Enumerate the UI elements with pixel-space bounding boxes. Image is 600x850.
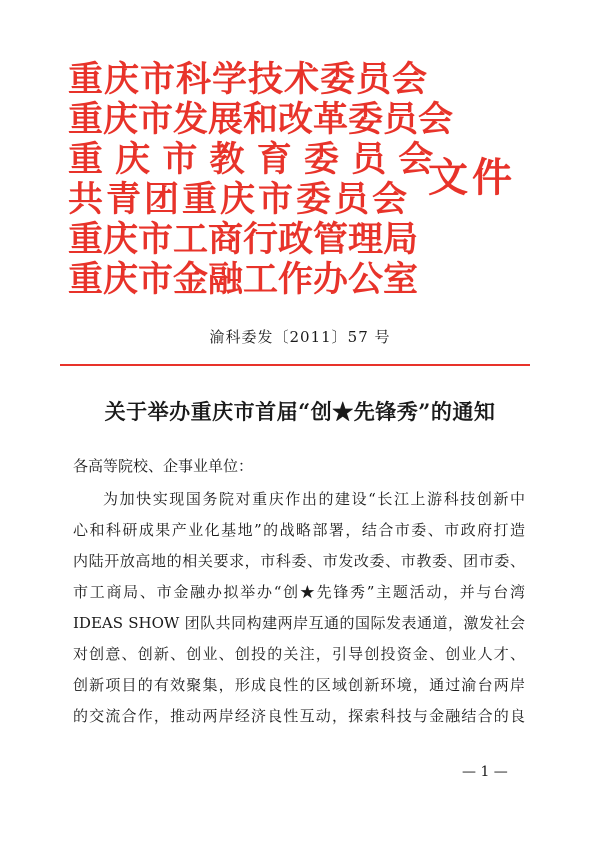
page-number: — 1 — bbox=[462, 764, 508, 780]
document-label: 文件 bbox=[428, 154, 516, 201]
body-line: 市工商局、市金融办拟举办“创★先锋秀”主题活动，并与台湾 bbox=[73, 583, 525, 601]
issuer-line: 重庆市金融工作办公室 bbox=[68, 259, 419, 300]
body-line: 心和科研成果产业化基地”的战略部署，结合市委、市政府打造 bbox=[73, 521, 525, 539]
body-line: 内陆开放高地的相关要求，市科委、市发改委、市教委、团市委、 bbox=[73, 552, 525, 570]
notice-title: 关于举办重庆市首届“创★先锋秀”的通知 bbox=[104, 399, 496, 424]
issuing-authorities bbox=[68, 59, 454, 300]
issuer-line: 重庆市工商行政管理局 bbox=[68, 219, 419, 260]
body-text bbox=[73, 484, 525, 732]
red-divider bbox=[60, 364, 530, 366]
body-line: IDEAS SHOW 团队共同构建两岸互通的国际发表通道，激发社会 bbox=[73, 614, 525, 632]
document-number: 渝科委发〔2011〕57 号 bbox=[209, 328, 391, 346]
salutation: 各高等院校、企事业单位： bbox=[73, 457, 254, 475]
body-line: 对创意、创新、创业、创投的关注，引导创投资金、创业人才、 bbox=[73, 645, 525, 663]
issuer-line: 重庆市科学技术委员会 bbox=[68, 59, 429, 100]
body-line: 创新项目的有效聚集，形成良性的区域创新环境，通过渝台两岸 bbox=[73, 676, 525, 694]
issuer-line: 重 庆 市 教 育 委 员 会 bbox=[68, 139, 434, 180]
body-line: 为加快实现国务院对重庆作出的建设“长江上游科技创新中 bbox=[103, 490, 525, 508]
body-line: 的交流合作，推动两岸经济良性互动，探索科技与金融结合的良 bbox=[73, 707, 525, 725]
issuer-line: 共青团重庆市委员会 bbox=[68, 179, 411, 220]
issuer-line: 重庆市发展和改革委员会 bbox=[68, 99, 454, 140]
